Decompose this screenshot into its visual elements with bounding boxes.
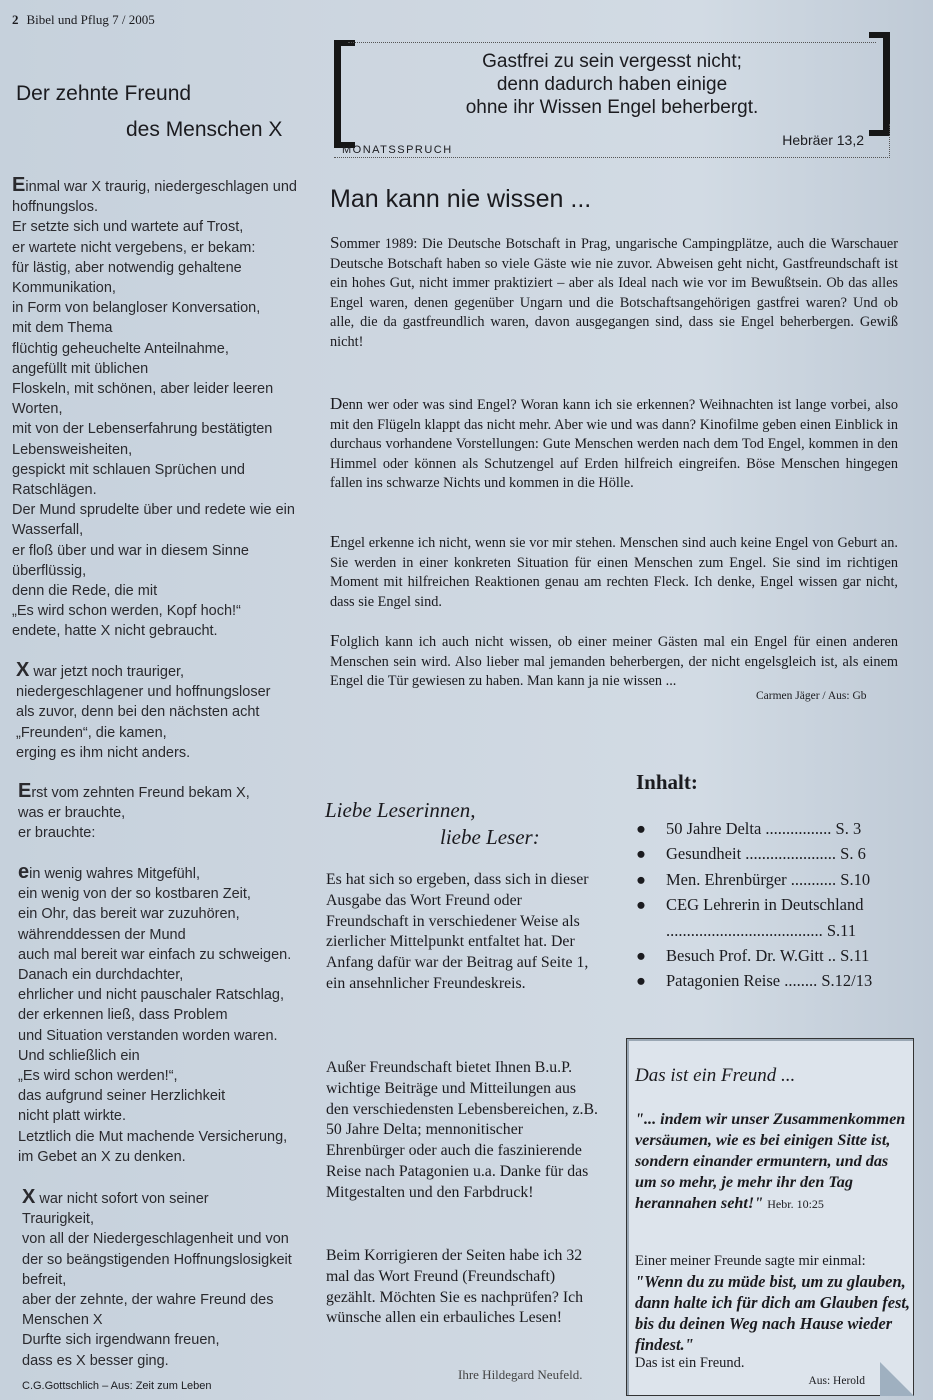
contents-title: Inhalt: (636, 770, 698, 794)
contents-item-text: CEG Lehrerin in Deutschland (666, 895, 864, 915)
contents-item-continuation: ...................................... S.11 (666, 920, 857, 940)
article-paragraph (330, 394, 898, 494)
letter-greeting-line1: Liebe Leserinnen, (325, 798, 476, 822)
letter-paragraph: Außer Freundschaft bietet Ihnen B.u.P. wichtige Beiträge und Mitteilungen aus den verschiedensten Lebensbereichen, z.B. 50 Jahre Delta; mennonitischer Ehrenbürger oder auch die faszinierende Reise nach Patagonien u.a. Danke für das Mitgestalten und den Farbdruck! (326, 1059, 598, 1201)
contents-item[interactable] (636, 892, 898, 943)
poem-credit: C.G.Gottschlich – Aus: Zeit zum Leben (22, 1380, 212, 1392)
friend-box-source: Aus: Herold (808, 1375, 865, 1387)
contents-item-text: Gesundheit ...................... S. 6 (666, 844, 866, 864)
quote-text: "... indem wir unser Zusammenkommen versäumen, wie es bei einigen Sitte ist, sondern einander ermuntern, und das um so mehr, je mehr ihr den Tag herannahen seht!" (635, 1110, 906, 1212)
contents-item[interactable] (636, 867, 898, 892)
paragraph-text: ngel erkenne ich nicht, wenn sie vor mir stehen. Menschen sind auch keine Engel von Geburt an. Sie werden in einer konkreten Situation für einen Menschen zum Engel. Sie sind im richtigen Moment mit hilfreichen Reaktionen genau am rechten Fleck. Ich denke, Engel wissen gar nicht, dass sie Engel sind. (330, 535, 898, 610)
dotted-rule (889, 124, 890, 158)
dotted-rule (348, 42, 876, 43)
article-paragraph (330, 233, 898, 353)
monatsspruch-reference: Hebräer 13,2 (782, 132, 864, 148)
contents-item[interactable] (636, 816, 898, 841)
left-bracket (334, 40, 355, 148)
drop-initial: E (12, 174, 26, 196)
paragraph-text: olglich kann ich auch nicht wissen, ob einer meiner Gästen mal ein Engel für einen anderen Menschen sein wird. Also lieber mal jemanden beherbergen, der nicht engelsgleich ist, als einem Engel die Tür gewiesen zu haben. Man kann ja nie wissen ... (330, 634, 898, 690)
page-curl-icon (880, 1362, 914, 1396)
paragraph-text: enn wer oder was sind Engel? Woran kann ich sie erkennen? Weihnachten ist lange vorbei, also mit den Flügeln klappt das nicht mehr. Aber wie und was dann? Kinofilme geben einen Einblick in durchaus vorhandene Vorstellungen: Gute Menschen werden nach dem Tod Engel, kommen in den Himmel oder können als Schutzengel auf Erden hilfreich eingreifen. Böse Menschen hingegen fallen ins schwarze Nichts und kommen in die Hölle. (330, 397, 898, 492)
paragraph-text: ommer 1989: Die Deutsche Botschaft in Prag, ungarische Campingplätze, auch die Warschauer Deutsche Botschaft haben so viele Gäste wie nie zuvor. Abweisen geht nicht, Gastfreundschaft ist ein hohes Gut, nicht immer praktiziert – aber als Ideal nach wie vor im Bewußtsein. Ob das alles Engel waren, denen gegenüber Ungarn und die Botschaftsangehörigen gastfrei waren? Und ob alle, die da gastfreundlich waren, davon ausgegangen sind, dass sie Engel beherbergen. Gewiß nicht! (330, 236, 898, 350)
page-number: 2 (12, 12, 19, 27)
poem-stanza (12, 176, 304, 642)
poem-title-line2: des Menschen X (126, 118, 283, 141)
article-paragraph (330, 532, 898, 612)
poem-stanza (18, 863, 308, 1167)
letter-paragraph: Es hat sich so ergeben, dass sich in dieser Ausgabe das Wort Freund oder Freundschaft in verschiedener Weise als zierlicher Mittelpunkt entfaltet hat. Der Anfang dafür war der Beitrag auf Seite 1, ein ansehnlicher Freundeskreis. (326, 871, 589, 992)
drop-initial: D (330, 394, 343, 413)
contents-item[interactable] (636, 841, 898, 866)
bullet-icon: ● (636, 819, 646, 838)
contents-item-text: 50 Jahre Delta ................ S. 3 (666, 819, 862, 838)
drop-initial: X (22, 1186, 36, 1208)
monatsspruch-label: MONATSSPRUCH (342, 144, 453, 156)
contents-item-text: Patagonien Reise ........ S.12/13 (666, 971, 873, 991)
friend-box-title: Das ist ein Freund ... (635, 1065, 796, 1086)
friend-box-quote (635, 1109, 907, 1215)
stanza-text: war nicht sofort von seiner Traurigkeit, von all der Niedergeschlagenheit und von der so beängstigenden Hoffnungslosigkeit befreit, aber der zehnte, der wahre Freund des Menschen X Durfte sich irgendwann freuen, dass es X besser ging. (22, 1191, 292, 1369)
letter-paragraph: Beim Korrigieren der Seiten habe ich 32 mal das Wort Freund (Freundschaft) gezählt. Möchten Sie es nachprüfen? Ich wünsche allen ein erbauliches Lesen! (326, 1247, 584, 1327)
drop-initial: E (18, 780, 32, 802)
letter-signature: Ihre Hildegard Neufeld. (458, 1367, 583, 1382)
drop-initial: e (18, 861, 30, 883)
contents-list (636, 816, 898, 994)
contents-item-text: Besuch Prof. Dr. W.Gitt .. S.11 (666, 946, 870, 966)
friend-box (626, 1038, 914, 1396)
contents-item[interactable] (636, 968, 898, 993)
poem-stanza (16, 661, 298, 763)
stanza-text: inmal war X traurig, niedergeschlagen und hoffnungslos. Er setzte sich und wartete auf Trost, er wartete nicht vergebens, er bekam: für lästig, aber notwendig gehaltene Kommunikation, in Form von belangloser Konversation, mit dem Thema flüchtig geheuchelte Anteilnahme, angefüllt mit üblichen Floskeln, mit schönen, aber leider leeren Worten, mit von der Lebenserfahrung bestätigten Lebensweisheiten, gespickt mit schlauen Sprüchen und Ratschlägen. Der Mund sprudelte über und redete wie ein Wasserfall, er floß über und war in diesem Sinne überflüssig, denn die Rede, die mit „Es wird schon werden, Kopf hoch!“ endete, hatte X nicht gebraucht. (12, 179, 297, 640)
drop-initial: F (330, 631, 340, 650)
bullet-icon: ● (636, 869, 646, 889)
publication-name: Bibel und Pflug 7 / 2005 (26, 12, 155, 27)
bullet-icon: ● (636, 895, 646, 915)
stanza-text: in wenig wahres Mitgefühl, ein wenig von der so kostbaren Zeit, ein Ohr, das bereit war zuzuhören, währenddessen der Mund auch mal bereit war einfach zu schweigen. Danach ein durchdachter, ehrlicher und nicht pauschaler Ratschlag, der erkennen ließ, dass Problem und Situation verstanden worden waren. Und schließlich ein „Es wird schon werden!“, das aufgrund seiner Herzlichkeit nicht platt wirkte. Letztlich die Mut machende Versicherung, im Gebet an X zu denken. (18, 866, 292, 1165)
right-bracket (869, 32, 890, 136)
drop-initial: E (330, 532, 341, 551)
poem-title-line1: Der zehnte Freund (16, 82, 192, 105)
dotted-rule (334, 157, 890, 158)
article-credit: Carmen Jäger / Aus: Gb (756, 690, 867, 702)
poem-stanza (18, 782, 300, 844)
page-header (12, 12, 155, 28)
bullet-icon: ● (636, 971, 646, 991)
contents-item-text: Men. Ehrenbürger ........... S.10 (666, 869, 871, 889)
stanza-text: rst vom zehnten Freund bekam X, was er brauchte, er brauchte: (18, 785, 250, 842)
friend-box-quote2: "Wenn du zu müde bist, um zu glauben, dann halte ich für dich am Glauben fest, bis du deinen Weg nach Hause wieder findest." (635, 1272, 911, 1354)
stanza-text: war jetzt noch trauriger, niedergeschlagener und hoffnungsloser als zuvor, denn bei den nächsten acht „Freunden“, die kamen, erging es ihm nicht anders. (16, 664, 271, 761)
monatsspruch-box (334, 40, 890, 158)
poem-stanza (22, 1188, 302, 1371)
friend-box-ending: Das ist ein Freund. (635, 1355, 745, 1371)
quote-reference: Hebr. 10:25 (767, 1197, 824, 1211)
drop-initial: S (330, 233, 340, 252)
bullet-icon: ● (636, 844, 646, 864)
monatsspruch-verse: Gastfrei zu sein vergesst nicht; denn dadurch haben einige ohne ihr Wissen Engel beherbergt. (465, 51, 759, 118)
article-paragraph (330, 631, 898, 692)
article-title: Man kann nie wissen ... (330, 185, 592, 213)
bullet-icon: ● (636, 946, 646, 966)
letter-greeting-line2: liebe Leser: (440, 825, 540, 849)
friend-box-intro: Einer meiner Freunde sagte mir einmal: (635, 1253, 866, 1269)
contents-item[interactable] (636, 943, 898, 968)
drop-initial: X (16, 659, 30, 681)
